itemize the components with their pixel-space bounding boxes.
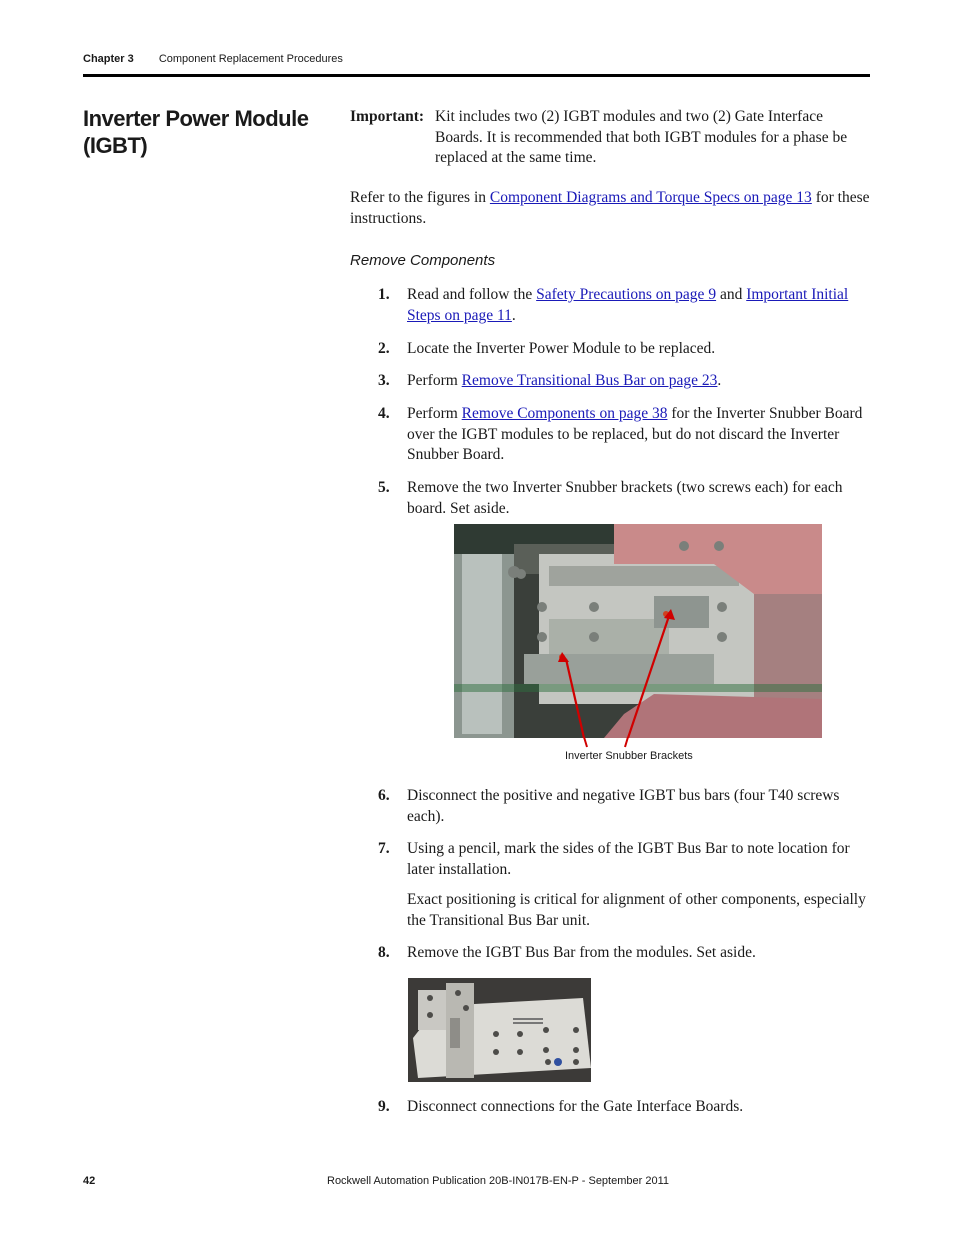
step-2: [378, 339, 870, 360]
subheading-remove-components: Remove Components: [350, 252, 496, 269]
step-3: [378, 371, 870, 392]
step-1: [378, 285, 870, 326]
step-text: Read and follow the: [407, 286, 537, 303]
step-5: [378, 478, 870, 519]
step-number: 4.: [378, 405, 390, 422]
step-text: Disconnect connections for the Gate Interface Boards.: [407, 1098, 744, 1115]
step-number: 7.: [378, 840, 390, 857]
step-number: 2.: [378, 340, 390, 357]
igbt-bus-bar-photo: [408, 978, 591, 1082]
step-number: 8.: [378, 944, 390, 961]
step-7: [378, 839, 870, 931]
chapter-label: Chapter 3: [83, 53, 134, 65]
intro-text-before: Refer to the figures in: [350, 189, 490, 206]
chapter-title: Component Replacement Procedures: [158, 53, 343, 65]
step-number: 6.: [378, 787, 390, 804]
step-text: Disconnect the positive and negative IGBT bus bars (four T40 screws each).: [407, 787, 840, 825]
link-important-initial-steps[interactable]: Important Initial Steps on page 11: [407, 286, 849, 324]
publication-info: Rockwell Automation Publication 20B-IN017B-EN-P - September 2011: [327, 1175, 669, 1187]
step-text: .: [511, 306, 516, 324]
step-4: [378, 404, 870, 466]
running-header: [83, 53, 343, 65]
step-text: Remove the IGBT Bus Bar from the modules. Set aside.: [407, 944, 756, 961]
link-safety-precautions[interactable]: Safety Precautions on page 9: [536, 286, 717, 303]
important-text: Kit includes two (2) IGBT modules and two (2) Gate Interface Boards. It is recommended that both IGBT modules for a phase be replaced at the same time.: [435, 108, 848, 166]
callout-arrows: [454, 737, 822, 749]
inverter-snubber-photo: [454, 524, 822, 738]
step-text: Perform: [407, 372, 462, 389]
step-number: 5.: [378, 479, 390, 496]
figure-caption: Inverter Snubber Brackets: [565, 750, 693, 762]
section-title: Inverter Power Module (IGBT): [83, 106, 309, 158]
step-number: 9.: [378, 1098, 390, 1115]
step-6: [378, 786, 870, 827]
step-number: 3.: [378, 372, 390, 389]
step-text: for the Inverter Snubber Board over the IGBT modules to be replaced, but do not discard the Inverter Snubber Board.: [407, 405, 863, 463]
step-text: Perform: [407, 405, 462, 422]
intro-paragraph: [350, 188, 870, 229]
important-label: Important:: [350, 108, 425, 125]
step-8: [378, 943, 870, 964]
link-remove-transitional-bus-bar[interactable]: Remove Transitional Bus Bar on page 23: [461, 372, 718, 389]
link-component-diagrams[interactable]: Component Diagrams and Torque Specs on page 13: [489, 189, 812, 206]
important-note: [350, 107, 870, 169]
step-note: Exact positioning is critical for alignment of other components, especially the Transitional Bus Bar unit.: [407, 891, 866, 929]
link-remove-components[interactable]: Remove Components on page 38: [461, 405, 668, 422]
step-text: Using a pencil, mark the sides of the IGBT Bus Bar to note location for later installation.: [407, 840, 850, 878]
step-number: 1.: [378, 286, 390, 303]
step-9: [378, 1097, 870, 1118]
step-text: and: [716, 286, 747, 303]
step-text: .: [717, 372, 722, 389]
step-text: Remove the two Inverter Snubber brackets (two screws each) for each board. Set aside.: [407, 479, 843, 517]
intro-text-after: for these instructions.: [350, 189, 870, 227]
step-text: Locate the Inverter Power Module to be replaced.: [407, 340, 716, 357]
page-number: 42: [83, 1175, 96, 1187]
header-rule: [83, 74, 870, 77]
